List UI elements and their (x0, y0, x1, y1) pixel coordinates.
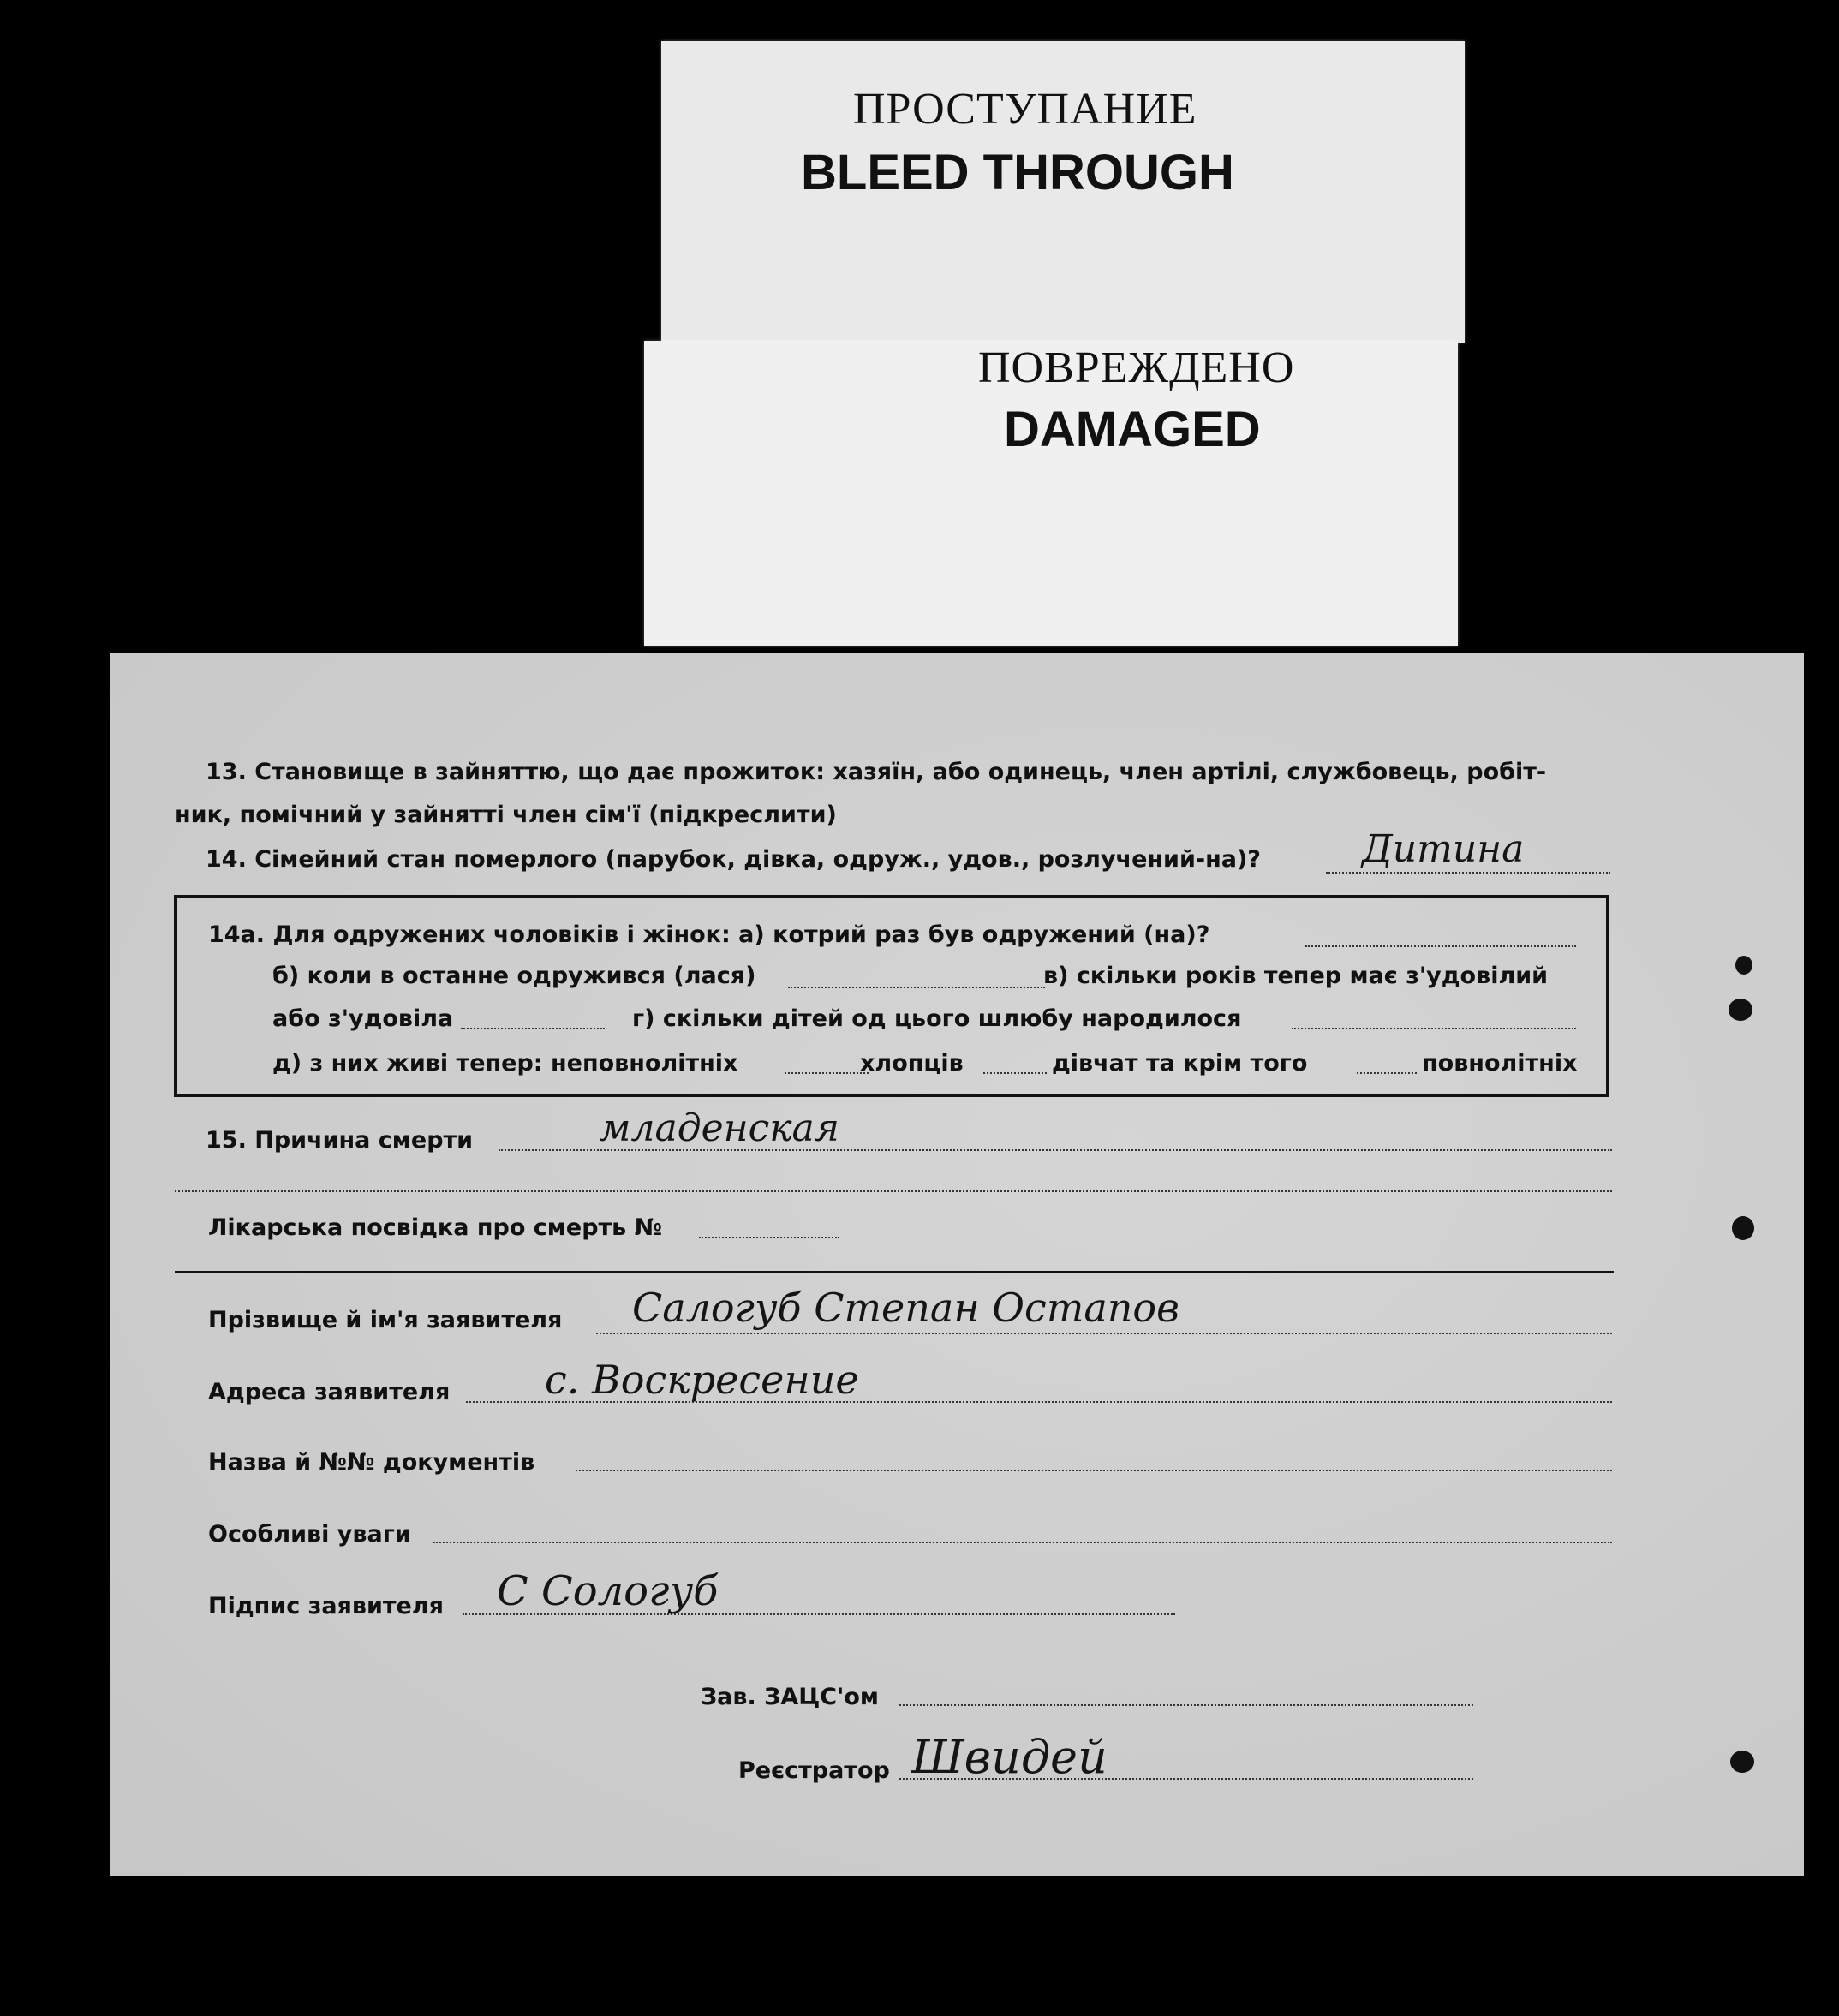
q14-answer: Дитина (1362, 827, 1525, 871)
damaged-ru: ПОВРЕЖДЕНО (978, 343, 1295, 392)
q14a-b: б) коли в останне одружився (лася) (272, 963, 756, 989)
applicant-name-value: Салогуб Степан Остапов (632, 1285, 1179, 1331)
q15-second-line (175, 1190, 1612, 1192)
q14a-d-dots (785, 1072, 869, 1074)
applicant-signature: С Сологуб (497, 1567, 719, 1615)
q14a-g-dots (1292, 1028, 1576, 1029)
q14a-line3a-dots (461, 1028, 605, 1029)
applicant-address-value: с. Воскресение (545, 1357, 859, 1403)
q14a-line3a: або з'удовіла (272, 1005, 454, 1032)
documents-line (576, 1470, 1612, 1471)
bleed-through-en: BLEED THROUGH (801, 145, 1234, 200)
registrar-signature: Швидей (911, 1730, 1108, 1784)
q14a-boys-dots (983, 1072, 1047, 1074)
q15-answer: младенская (600, 1106, 839, 1150)
signature-label: Підпис заявителя (208, 1593, 444, 1619)
q14a-boys: хлопців (860, 1050, 964, 1077)
q14a-girls-dots (1357, 1072, 1417, 1074)
q14a-b-dots (788, 987, 1045, 988)
q14a-g: г) скільки дітей од цього шлюбу народилося (632, 1005, 1242, 1032)
applicant-address-label: Адреса заявителя (208, 1379, 451, 1405)
q14a-d: д) з них живі тепер: неповнолітніх (272, 1050, 738, 1077)
bleed-through-ru: ПРОСТУПАНИЕ (853, 85, 1197, 134)
q13-line2: ник, помічний у зайнятті член сім'ї (підкреслити) (175, 802, 837, 828)
punch-hole (1735, 956, 1752, 975)
section-divider (175, 1271, 1614, 1273)
q13-line1: 13. Становище в зайняттю, що дає прожиток: хазяїн, або одинець, член артілі, службовець, робіт- (206, 759, 1547, 785)
q14a-adults: повнолітніх (1422, 1050, 1578, 1077)
q14a-line1: 14а. Для одружених чоловіків і жінок: а) котрий раз був одружений (на)? (208, 922, 1210, 948)
q14a-v: в) скільки років тепер має з'удовілий (1043, 963, 1549, 989)
medical-certificate-dots (699, 1237, 839, 1238)
q14-label: 14. Сімейний стан померлого (парубок, дівка, одруж., удов., розлучений-на)? (206, 846, 1261, 873)
notes-label: Особливі уваги (208, 1521, 411, 1548)
applicant-name-label: Прізвище й ім'я заявителя (208, 1307, 563, 1333)
documents-label: Назва й №№ документів (208, 1449, 535, 1476)
applicant-name-line (596, 1333, 1612, 1334)
q14a-girls: дівчат та крім того (1052, 1050, 1308, 1077)
punch-hole (1730, 1751, 1754, 1773)
death-record-form (110, 653, 1804, 1876)
punch-hole (1732, 1216, 1754, 1240)
medical-certificate-label: Лікарська посвідка про смерть № (208, 1214, 663, 1241)
q15-label: 15. Причина смерти (206, 1127, 474, 1154)
zags-head-label: Зав. ЗАЦС'ом (701, 1684, 879, 1710)
zags-head-line (899, 1704, 1473, 1706)
registrar-label: Реєстратор (738, 1757, 890, 1784)
punch-hole (1729, 999, 1752, 1021)
notes-line (433, 1542, 1612, 1543)
q14-answer-line (1326, 872, 1610, 874)
q14a-line1-dots (1305, 945, 1576, 947)
damaged-en: DAMAGED (1004, 402, 1261, 457)
